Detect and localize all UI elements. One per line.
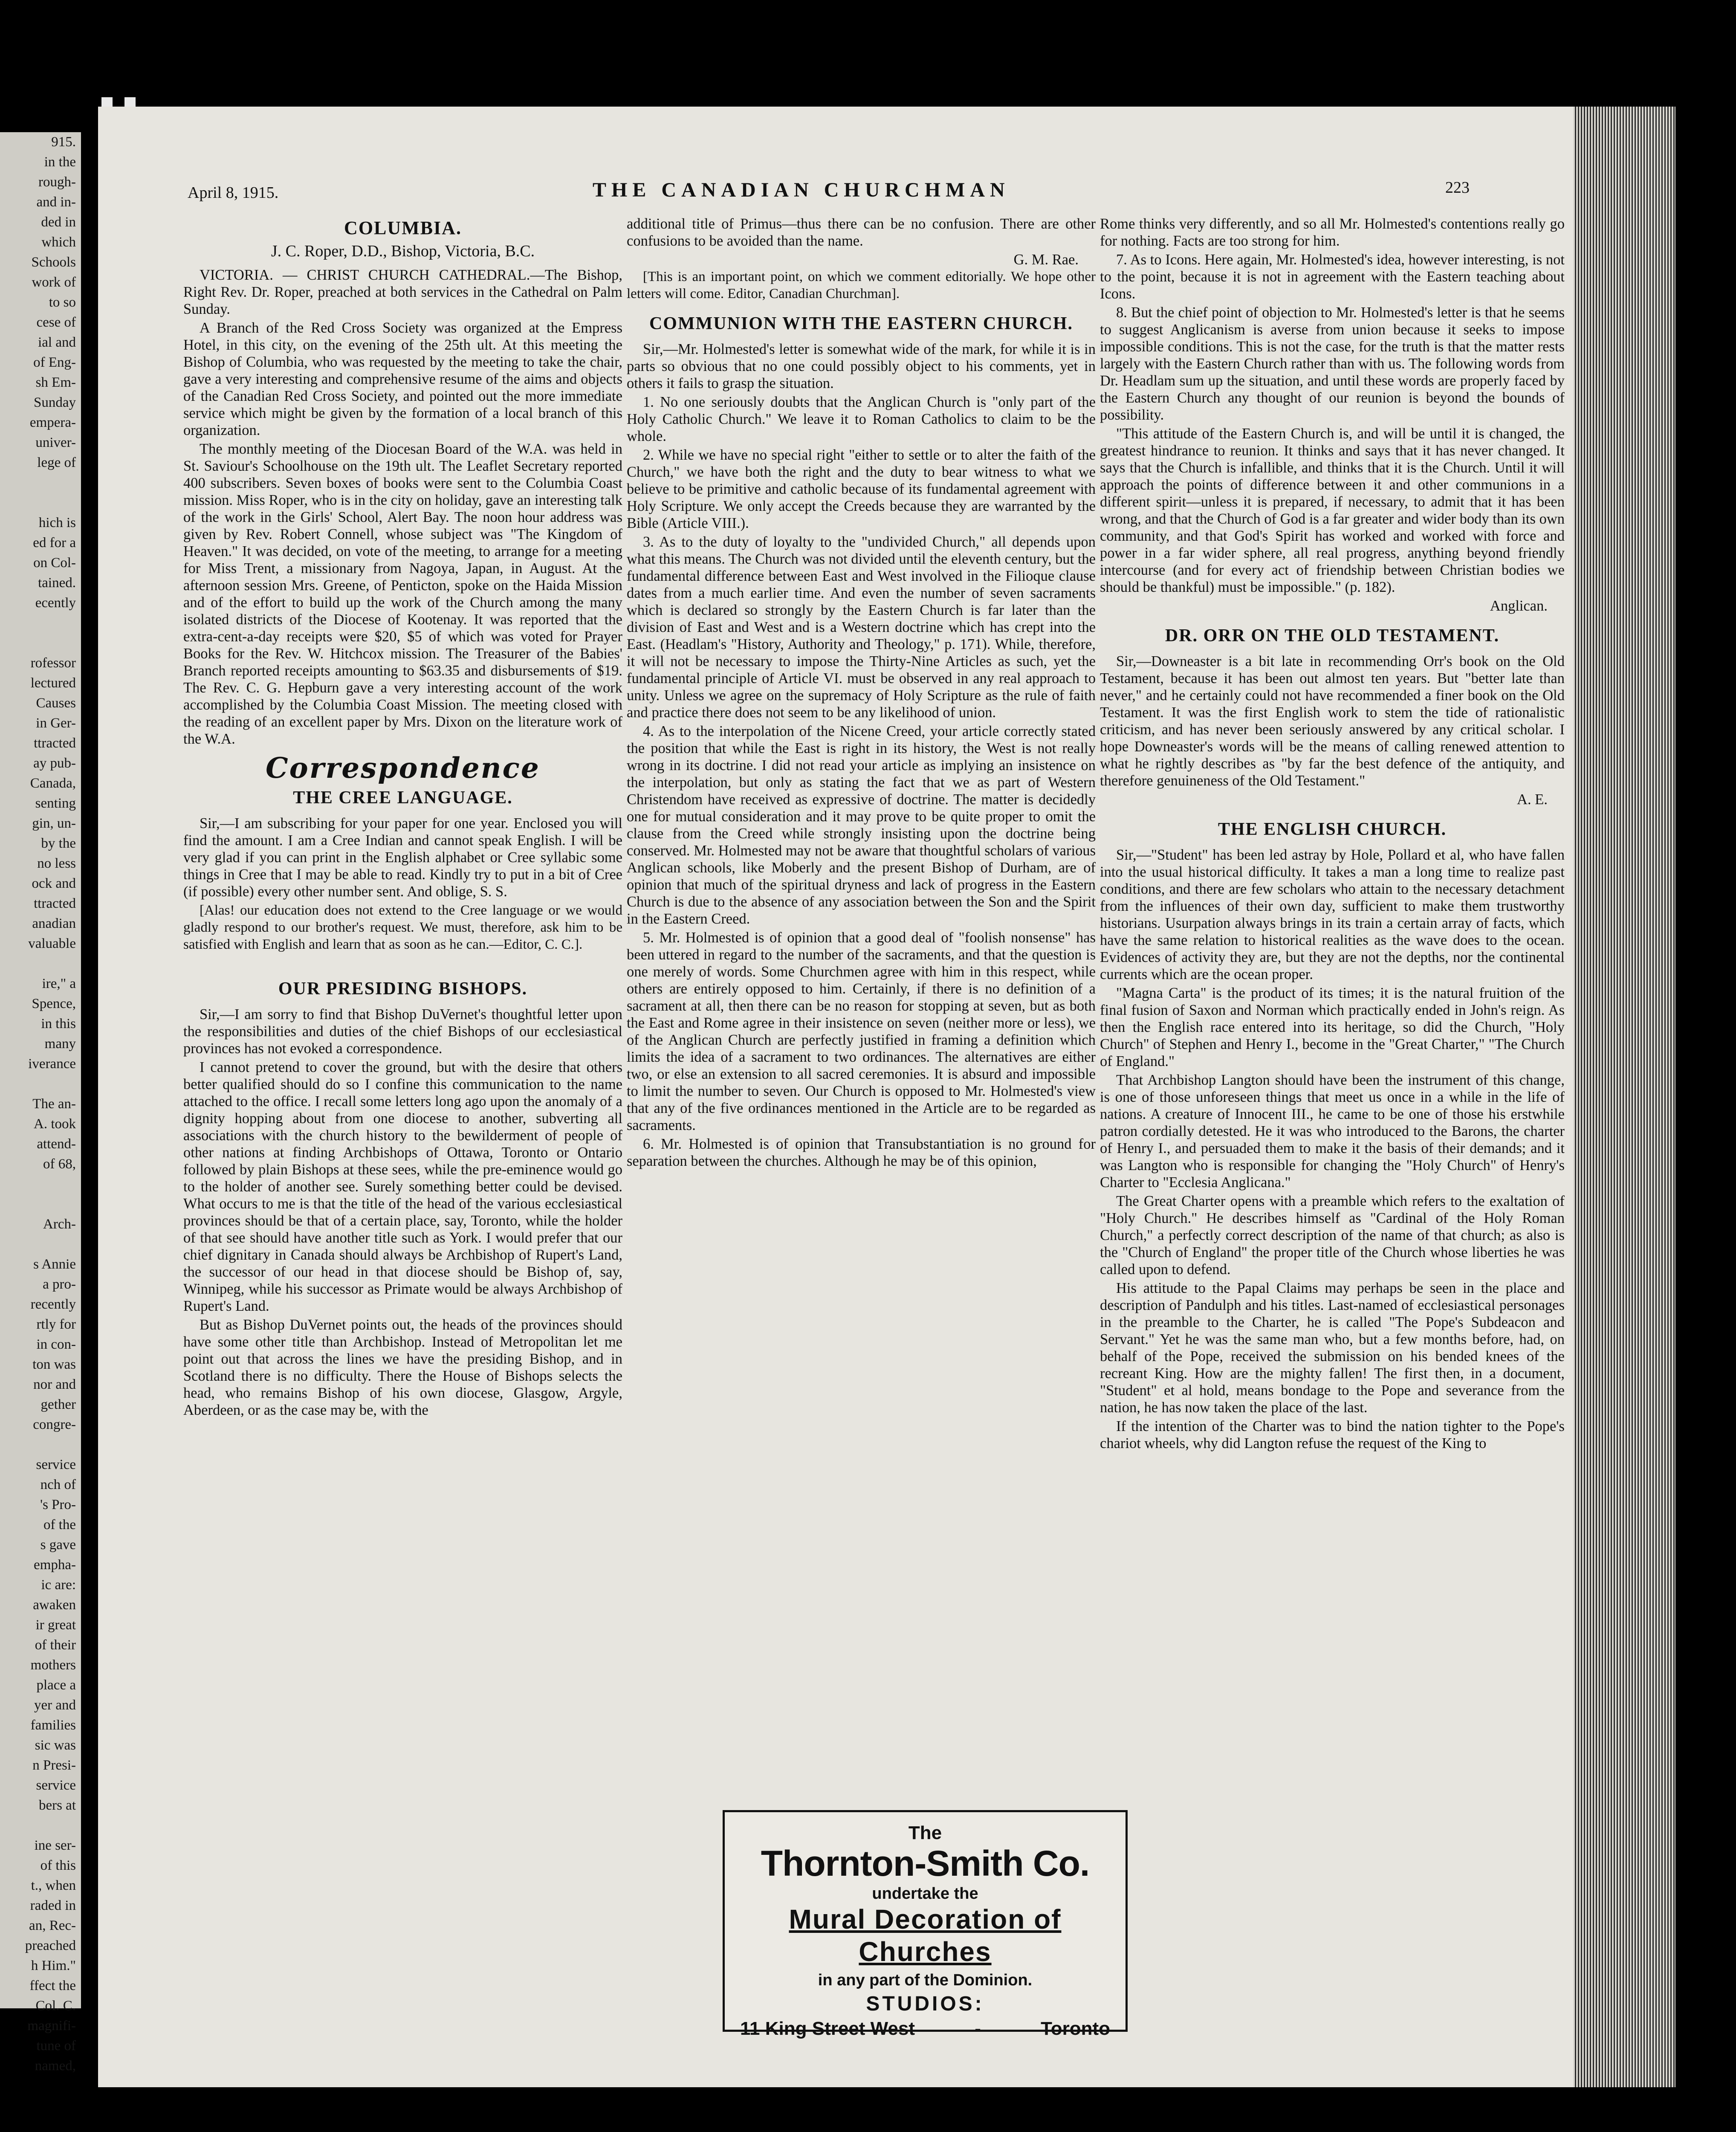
fragment-line: cese of (36, 315, 76, 330)
fragment-line: which (41, 235, 76, 250)
ad-the: The (908, 1822, 942, 1843)
fragment-line: of 68, (43, 1156, 76, 1172)
fragment-line: senting (35, 796, 76, 811)
letter-paragraph: "Magna Carta" is the product of its times; it is the natural fruition of the final fusion of Saxon and Norman which practically ended in John's reign. As then the English race entered into its heritage, so did the Church, "Holy Church" of Stephen and Henry I., become in the "Great Charter," "The Church of England." (1100, 985, 1565, 1069)
fragment-line: Schools (31, 255, 76, 270)
letter-paragraph: additional title of Primus—thus there can be no confusion. There are other confusions to be avoided than the name. (627, 216, 1096, 249)
fragment-line (0, 1074, 81, 1094)
fragment-line: Arch- (43, 1217, 76, 1232)
fragment-line: s Annie (33, 1257, 76, 1272)
adjacent-page-fragment (0, 132, 81, 2074)
ad-mural-decoration: Mural Decoration of (789, 1904, 1062, 1935)
issue-date: April 8, 1915. (188, 184, 279, 202)
fragment-line (0, 1174, 81, 1194)
fragment-line: ir great (35, 1617, 76, 1633)
fragment-line: anadian (32, 916, 76, 931)
fragment-line: families (30, 1718, 76, 1733)
fragment-line: Sunday (34, 395, 76, 410)
editor-note: [Alas! our education does not extend to the Cree language or we would gladly respond to our brother's request. We must, therefore, ask him to be satisfied with English and learn that as soon as he can.—Editor, C. C.]. (183, 903, 622, 952)
letter-paragraph: 2. While we have no special right "either to settle or to alter the faith of the Church," we have both the right and the duty to bear witness to what we believe to be primitive and catholic because of its fundamental agreement with Holy Scripture. We only accept the Creeds because they are warranted by the Bible (Article VIII.). (627, 447, 1096, 531)
letter-paragraph: 5. Mr. Holmested is of opinion that a good deal of "foolish nonsense" has been uttered in regard to the number of the sacraments, and that the question is one merely of words. Some Churchmen agree with him in this respect, while others are entirely opposed to him. Certainly, if there is no definition of a sacrament at all, then there can be no reason for stopping at seven, but as both the East and Rome agree in their insistence on seven (neither more or less), we of the Anglican Church are perfectly justified in framing a definition which limits the idea of a sacrament to two ordinances. The alternatives are either two, or else an extension to all sacred ceremonies. It is absurd and impossible to limit the number to seven. Our Church is opposed to Mr. Holmested's view that any of the five ordinances mentioned in the Article are to be regarded as sacraments. (627, 930, 1096, 1133)
letter-paragraph: Sir,—Mr. Holmested's letter is somewhat wide of the mark, for while it is in parts so obvious that no one could possibly object to his comments, yet in others it fails to grasp the situation. (627, 341, 1096, 391)
fragment-line: place a (36, 1677, 76, 1693)
fragment-line: rough- (38, 174, 76, 190)
fragment-line: ine ser- (34, 1838, 76, 1853)
fragment-line: in con- (36, 1337, 76, 1352)
ad-company-name: Thornton-Smith Co. (761, 1843, 1090, 1883)
letter-paragraph: 3. As to the duty of loyalty to the "undivided Church," all depends upon what this means. The Church was not divided until the eleventh century, but the fundamental difference between East and West involved in the Filioque clause dates from a much earlier time. And even the number of seven sacraments which is declared so strongly by the Eastern Church is far later than the division of East and West and is a Western doctrine which has crept into the East. (Headlam's "History, Authority and Theology," p. 171). While, therefore, it will not be necessary to impose the Thirty-Nine Articles as such, yet the fundamental principle of Article VI. must be observed in any real approach to unity. Unless we agree on the supremacy of Holy Scripture as the rule of faith and practice there does not seem to be any likelihood of union. (627, 534, 1096, 721)
page-number: 223 (1445, 179, 1470, 197)
masthead-title: THE CANADIAN CHURCHMAN (593, 179, 1010, 201)
fragment-line: awaken (33, 1597, 76, 1613)
thornton-smith-advertisement (723, 1810, 1128, 2039)
fragment-line: 915. (51, 134, 76, 150)
ad-address: 11 King Street West (740, 2018, 915, 2039)
fragment-line: ay pub- (33, 756, 76, 771)
fragment-line: of the (43, 1517, 76, 1532)
letter-paragraph: The Great Charter opens with a preamble which refers to the exaltation of "Holy Church." He describes himself as "Cardinal of the Holy Roman Church," a perfectly correct description of the name of that church; as also is the "Church of England" the proper title of the Church whose liberties he was called upon to defend. (1100, 1193, 1565, 1277)
letter-title-cree: THE CREE LANGUAGE. (293, 788, 513, 808)
letter-paragraph: 4. As to the interpolation of the Nicene Creed, your article correctly stated the position that while the East is right in its history, the West is not really wrong in its doctrine. I did not read your article as implying an insistence on the interpolation, but only as stating the fact that we as part of Western Christendom have received as expressive of doctrine. The matter is decidedly one for mutual consideration and it may prove to be quite proper to omit the clause from the Creed while strongly insisting upon the doctrine being conserved. Mr. Holmested may not be aware that thoughtful scholars of various Anglican schools, like Moberly and the present Bishop of Durham, are of opinion that much of the spiritual dryness and lack of progress in the Eastern Church is due to the absence of any association between the Son and the Spirit in the Eastern Creed. (627, 723, 1096, 927)
letter-paragraph: But as Bishop DuVernet points out, the heads of the provinces should have some other title than Archbishop. Instead of Metropolitan let me point out that across the lines we have the presiding Bishop, and in Scotland there is no difficulty. There the House of Bishops selects the head, who remains Bishop of his own diocese, Glasgow, Argyle, Aberdeen, or as the case may be, with the (183, 1317, 622, 1418)
page-header (98, 178, 1573, 208)
fragment-line: recently (30, 1297, 76, 1312)
fragment-line: h Him." (31, 1958, 76, 1973)
letter-paragraph: 8. But the chief point of objection to Mr. Holmested's letter is that he seems to suggest Anglicanism is averse from union because it seeks to impose impossible conditions. This is not the case, for the truth is that the matter rests largely with the Eastern Church rather than with us. The following words from Dr. Headlam sum up the situation, and until these words are properly faced by the Eastern Church any thought of our reunion is beyond the bounds of possibility. (1100, 304, 1565, 423)
letter-paragraph: Sir,—"Student" has been led astray by Hole, Pollard et al, who have fallen into the usual historical difficulty. It takes a man a long time to realize past conditions, and there are few scholars who attain to the necessary detachment from the influences of their own day, sufficient to make them trustworthy historians. Usurpation always brings in its train a certain array of facts, which have the same relation to historical realities as the wave does to the ocean. Evidences of activity they are, but they are not the depths, nor the continental currents which are the ocean proper. (1100, 847, 1565, 982)
fragment-line: raded in (30, 1898, 76, 1913)
fragment-line: nch of (40, 1477, 76, 1492)
letter-paragraph: That Archbishop Langton should have been the instrument of this change, is one of those unforeseen things that meet us once in a while in the life of nations. A creature of Innocent III., he came to be one of those his erstwhile patron cordially detested. He it was who introduced to the Barons, the charter of Henry I., and persuaded them to make it the basis of their demands; and it was Langton who is responsible for changing the "Holy Church" of Henry's Charter to "Ecclesia Anglicana." (1100, 1072, 1565, 1191)
fragment-line: in the (44, 154, 76, 170)
letter-paragraph: His attitude to the Papal Claims may perhaps be seen in the place and description of Pandulph and his titles. Last-named of ecclesiastical personages in the preamble to the Charter, he is called "The Pope's Subdeacon and Servant." Yet he was the same man who, but a few months before, had, on behalf of the Pope, received the submission on his bended knees of the recreant King. How are the mighty fallen! The first then, in a document, "Student" et al hold, means bondage to the Pope and severance from the nation, he has now taken the place of the last. (1100, 1280, 1565, 1416)
fragment-line: gether (41, 1397, 76, 1412)
fragment-line: ock and (32, 876, 76, 891)
fragment-line: and in- (36, 194, 76, 210)
fragment-line: of this (40, 1858, 76, 1873)
fragment-line: ial and (38, 335, 76, 350)
fragment-line: on Col- (33, 555, 76, 571)
fragment-line: mothers (30, 1657, 76, 1673)
fragment-line: gin, un- (32, 816, 76, 831)
letter-paragraph: 6. Mr. Holmested is of opinion that Transubstantiation is no ground for separation between the churches. Although he may be of this opinion, (627, 1136, 1096, 1169)
ad-city: Toronto (1041, 2018, 1110, 2039)
letter-paragraph: Sir,—I am subscribing for your paper for one year. Enclosed you will find the amount. I am a Cree Indian and cannot speak English. I will be very glad if you can print in the English alphabet or Cree syllabic some things in Cree that I may be able to read. Kindly try to put in a bit of Cree (if possible) every other number sent. And oblige, S. S. (183, 815, 622, 900)
fragment-line: empha- (34, 1557, 76, 1573)
fragment-line: hich is (38, 515, 76, 530)
book-page-edges (1573, 107, 1675, 2087)
section-subtitle-columbia: J. C. Roper, D.D., Bishop, Victoria, B.C. (271, 242, 535, 260)
ad-dash: - (975, 2018, 981, 2039)
fragment-line: Causes (36, 695, 76, 711)
fragment-line: in Ger- (36, 715, 76, 731)
fragment-line: rtly for (36, 1317, 76, 1332)
fragment-line: s gave (40, 1537, 76, 1553)
correspondence-heading: Correspondence (266, 751, 540, 785)
fragment-line: sh Em- (35, 375, 76, 390)
fragment-line: valuable (28, 936, 76, 951)
fragment-line: Spence, (32, 996, 76, 1011)
fragment-line: ic are: (41, 1577, 76, 1593)
fragment-line (0, 493, 81, 513)
fragment-line: ed for a (33, 535, 76, 550)
fragment-line: sic was (35, 1738, 76, 1753)
fragment-line (0, 473, 81, 493)
fragment-line: ecently (35, 595, 76, 611)
ad-undertake: undertake the (872, 1885, 978, 1903)
fragment-line: named, (35, 2058, 76, 2074)
fragment-line: ded in (41, 214, 76, 230)
ad-address-line (725, 2016, 1126, 2039)
fragment-line: of their (35, 1637, 76, 1653)
letter-paragraph: "This attitude of the Eastern Church is, and will be until it is changed, the greatest hindrance to reunion. It thinks and says that it has never changed. It says that the Church is infallible, and thinks that it is the Church. Until it will approach the points of difference between it and other communions in a different spirit—unless it is prepared, if necessary, to admit that it has been wrong, and that the Church of God is a far greater and wider body than its own community, and that God's Spirit has worked and worked with force and power in a far wider sphere, all real progress, anything beyond friendly intercourse (and for every act of friendship between Christian bodies we should be thankful) must be impossible." (p. 182). (1100, 426, 1565, 595)
column-3 (1100, 215, 1565, 1998)
letter-paragraph: 7. As to Icons. Here again, Mr. Holmested's idea, however interesting, is not to the point, because it is not in agreement with the Eastern teaching about Icons. (1100, 252, 1565, 302)
fragment-line: The an- (32, 1096, 76, 1112)
fragment-line: by the (41, 836, 76, 851)
fragment-line: lege of (37, 455, 76, 470)
fragment-line: tained. (38, 575, 76, 591)
letter-title-bishops: OUR PRESIDING BISHOPS. (278, 979, 528, 999)
fragment-line (0, 1435, 81, 1455)
letter-title-eastern-church: COMMUNION WITH THE EASTERN CHURCH. (649, 314, 1073, 333)
fragment-line (0, 633, 81, 653)
article-paragraph: A Branch of the Red Cross Society was organized at the Empress Hotel, in this city, on the evening of the 25th ult. At this meeting the Bishop of Columbia, who was requested by the meeting to take the chair, gave a very interesting and comprehensive resume of the aims and objects of the Canadian Red Cross Society, and pointed out the more immediate service which might be given by the formation of a local branch of this organization. (183, 320, 622, 438)
ad-churches: Churches (859, 1936, 992, 1967)
fragment-line (0, 1234, 81, 1254)
fragment-line: ton was (32, 1357, 76, 1372)
fragment-line: of Eng- (33, 355, 76, 370)
letter-title-orr: DR. ORR ON THE OLD TESTAMENT. (1165, 626, 1500, 646)
fragment-line: lectured (30, 675, 76, 691)
fragment-line: congre- (33, 1417, 76, 1432)
fragment-line (0, 1816, 81, 1836)
fragment-line: Col. C. (35, 1998, 76, 2013)
fragment-line (0, 613, 81, 633)
fragment-line: rofessor (30, 655, 76, 671)
fragment-line: many (44, 1036, 76, 1052)
fragment-line: no less (37, 856, 76, 871)
fragment-line: empera- (29, 415, 76, 430)
fragment-line: magnifi- (27, 2018, 76, 2034)
fragment-line: ire," a (42, 976, 76, 991)
letter-signature: G. M. Rae. (1013, 252, 1079, 268)
letter-signature: A. E. (1517, 791, 1548, 808)
fragment-line (0, 954, 81, 974)
fragment-line: tune of (36, 2038, 76, 2054)
article-paragraph: VICTORIA. — CHRIST CHURCH CATHEDRAL.—The Bishop, Right Rev. Dr. Roper, preached at both services in the Cathedral on Palm Sunday. (183, 267, 622, 317)
fragment-line: bers at (38, 1798, 76, 1813)
fragment-line: ttracted (34, 896, 76, 911)
fragment-line: Canada, (30, 776, 76, 791)
letter-title-english-church: THE ENGLISH CHURCH. (1218, 820, 1447, 839)
fragment-line (0, 1194, 81, 1214)
newspaper-page (98, 107, 1573, 2087)
fragment-line: A. took (34, 1116, 76, 1132)
letter-paragraph: I cannot pretend to cover the ground, but with the desire that others better qualified should do so I confine this communication to the name attached to the office. I recall some letters long ago upon the anomaly of a dignity hopping about from one diocese to another, subverting all associations with the church history to the bewilderment of people of other nations at finding Archbishops of Ottawa, Toronto or Ontario followed by plain Bishops at these sees, while the pre-eminence would go to the holder of another see. Surely something better could be devised. What occurs to me is that the title of the head of the various ecclesiastical provinces should be that of a certain place, say, Toronto, while the holder of that see should have another title such as York. I would prefer that our chief dignitary in Canada should always be Archbishop of Rupert's Land, the successor of our head in that diocese should be Bishop of, say, Winnipeg, while his successor as Primate would be always Archbishop of Rupert's Land. (183, 1059, 622, 1314)
section-title-columbia: COLUMBIA. (344, 217, 462, 238)
letter-paragraph: If the intention of the Charter was to bind the nation tighter to the Pope's chariot wheels, why did Langton refuse the request of the King to (1100, 1418, 1565, 1451)
fragment-line: ffect the (29, 1978, 76, 1993)
fragment-line: a pro- (43, 1277, 76, 1292)
fragment-line: work of (32, 275, 76, 290)
fragment-line: univer- (35, 435, 76, 450)
fragment-line: ttracted (34, 736, 76, 751)
ad-dominion: in any part of the Dominion. (818, 1971, 1033, 1989)
fragment-line: to so (49, 295, 76, 310)
fragment-line: service (36, 1457, 76, 1472)
fragment-line: nor and (33, 1377, 76, 1392)
fragment-line: t., when (31, 1878, 76, 1893)
fragment-line: service (36, 1778, 76, 1793)
fragment-line: preached (25, 1938, 76, 1953)
letter-paragraph: Sir,—I am sorry to find that Bishop DuVernet's thoughtful letter upon the responsibilities and duties of the chief Bishops of our ecclesiastical provinces has not evoked a correspondence. (183, 1006, 622, 1057)
letter-paragraph: Sir,—Downeaster is a bit late in recommending Orr's book on the Old Testament, because it has been out almost ten years. But "better late than never," and he certainly could not have recommended a finer book on the Old Testament. It was the first English work to stem the tide of rationalistic criticism, and has never been seriously answered by any critical scholar. I hope Downeaster's words will be the means of calling renewed attention to what he rightly describes as "by far the best defence of the antiquity, and therefore genuineness of the Old Testament." (1100, 653, 1565, 789)
column-2 (627, 215, 1096, 1998)
column-1 (183, 215, 622, 1998)
fragment-line: attend- (37, 1136, 76, 1152)
ad-studios: STUDIOS: (866, 1993, 984, 2015)
fragment-line: in this (41, 1016, 76, 1031)
fragment-line: yer and (34, 1697, 76, 1713)
fragment-line: iverance (28, 1056, 76, 1072)
article-paragraph: The monthly meeting of the Diocesan Board of the W.A. was held in St. Saviour's Schoolhouse on the 19th ult. The Leaflet Secretary reported 400 subscribers. Seven boxes of books were sent to the Columbia Coast mission. Miss Roper, who is in the city on holiday, gave an interesting talk of the work in the Girls' School, Alert Bay. The noon hour address was given by Rev. Robert Connell, whose subject was "The Kingdom of Heaven." It was decided, on vote of the meeting, to arrange for a meeting for Miss Trent, a missionary from Nagoya, Japan, in August. At the afternoon session Mrs. Greene, of Penticton, spoke on the Haida Mission and of the effort to build up the work of the Church among the many isolated districts of the Diocese of Kootenay. It was reported that the extra-cent-a-day receipts were $20, $5 of which was voted for Prayer Books for the Rev. W. Hitchcox mission. The Treasurer of the Babies' Branch reported receipts amounting to $63.35 and disbursements of $19. The Rev. C. G. Hepburn gave a very interesting account of the work accomplished by the Columbia Coast Mission. The meeting closed with the reading of an excellent paper by Mrs. Dixon on the literature work of the W.A. (183, 441, 622, 747)
fragment-line: n Presi- (32, 1758, 76, 1773)
letter-paragraph: 1. No one seriously doubts that the Anglican Church is "only part of the Holy Catholic Church." We leave it to Roman Catholics to claim to be the whole. (627, 394, 1096, 444)
fragment-line: 's Pro- (40, 1497, 76, 1512)
editor-note: [This is an important point, on which we comment editorially. We hope other letters will come. Editor, Canadian Churchman]. (627, 269, 1096, 301)
letter-signature: Anglican. (1490, 598, 1548, 614)
fragment-line: an, Rec- (29, 1918, 76, 1933)
letter-paragraph: Rome thinks very differently, and so all Mr. Holmested's contentions really go for nothing. Facts are too strong for him. (1100, 216, 1565, 249)
